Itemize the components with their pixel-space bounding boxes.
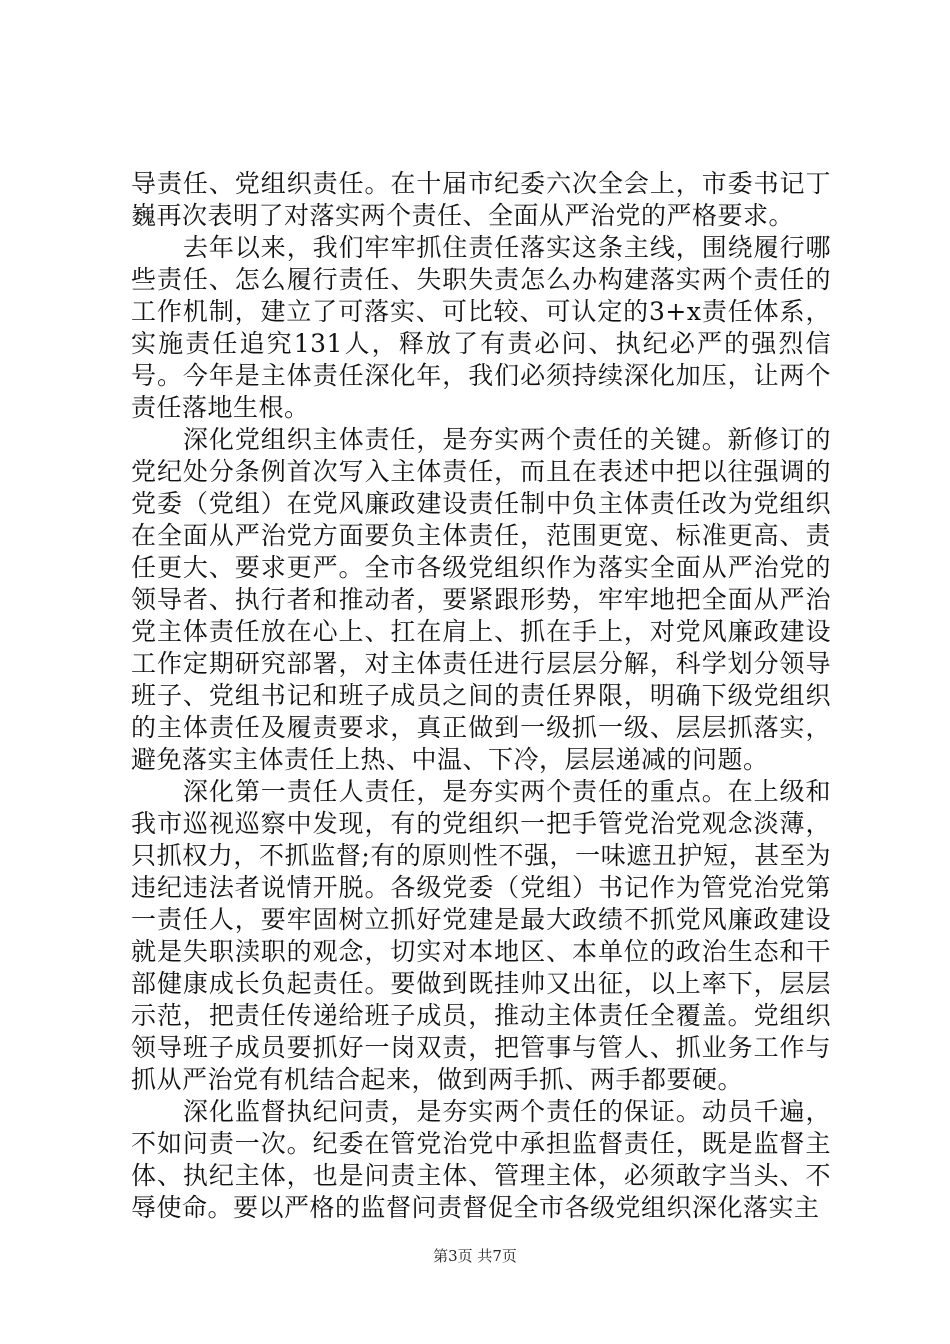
paragraph-5: 深化监督执纪问责，是夯实两个责任的保证。动员千遍，不如问责一次。纪委在管党治党中承担监督责任，既是监督主体、执纪主体，也是问责主体、管理主体，必须敢字当头、不辱使命。要以严格的监督问责督促全市各级党组织深化落实主 [131,1097,831,1222]
paragraph-3: 深化党组织主体责任，是夯实两个责任的关键。新修订的党纪处分条例首次写入主体责任，而且在表述中把以往强调的党委（党组）在党风廉政建设责任制中负主体责任改为党组织在全面从严治党方面要负主体责任，范围更宽、标准更高、责任更大、要求更严。全市各级党组织作为落实全面从严治党的领导者、执行者和推动者，要紧跟形势，牢牢地把全面从严治党主体责任放在心上、扛在肩上、抓在手上，对党风廉政建设工作定期研究部署，对主体责任进行层层分解，科学划分领导班子、党组书记和班子成员之间的责任界限，明确下级党组织的主体责任及履责要求，真正做到一级抓一级、层层抓落实，避免落实主体责任上热、中温、下冷，层层递减的问题。 [131,425,831,774]
page-number-footer: 第3页 共7页 [433,1247,517,1265]
paragraph-2: 去年以来，我们牢牢抓住责任落实这条主线，围绕履行哪些责任、怎么履行责任、失职失责怎么办构建落实两个责任的工作机制，建立了可落实、可比较、可认定的3+x责任体系，实施责任追究131人，释放了有责必问、执纪必严的强烈信号。今年是主体责任深化年，我们必须持续深化加压，让两个责任落地生根。 [131,233,831,422]
paragraph-1: 导责任、党组织责任。在十届市纪委六次全会上，市委书记丁巍再次表明了对落实两个责任、全面从严治党的严格要求。 [131,169,831,230]
paragraph-4: 深化第一责任人责任，是夯实两个责任的重点。在上级和我市巡视巡察中发现，有的党组织一把手管党治党观念淡薄，只抓权力，不抓监督;有的原则性不强，一味遮丑护短，甚至为违纪违法者说情开脱。各级党委（党组）书记作为管党治党第一责任人，要牢固树立抓好党建是最大政绩不抓党风廉政建设就是失职渎职的观念，切实对本地区、本单位的政治生态和干部健康成长负起责任。要做到既挂帅又出征，以上率下，层层示范，把责任传递给班子成员，推动主体责任全覆盖。党组织领导班子成员要抓好一岗双责，把管事与管人、抓业务工作与抓从严治党有机结合起来，做到两手抓、两手都要硬。 [131,777,831,1094]
document-body [131,168,831,1224]
